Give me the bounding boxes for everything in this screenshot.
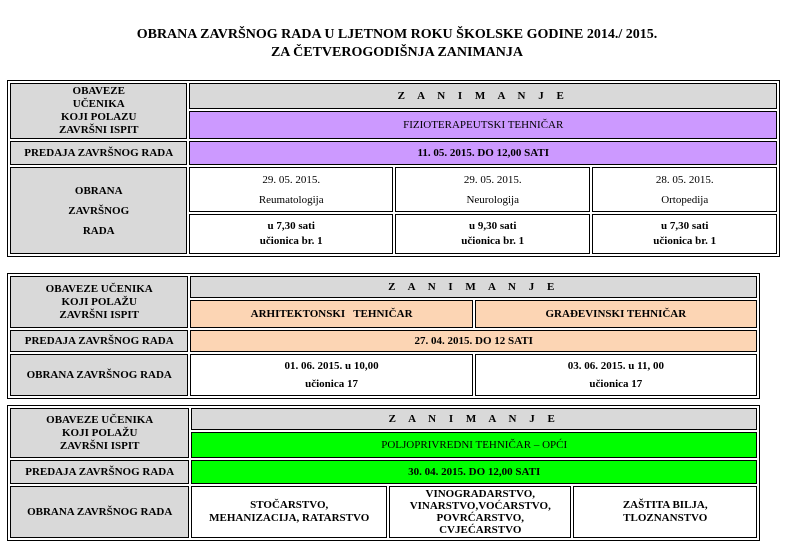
schedule-table-fizioterapeut bbox=[7, 80, 780, 257]
session-time-cell bbox=[592, 214, 777, 254]
session-line: ZAŠTITA BILJA, bbox=[622, 499, 708, 511]
session-time: u 7,30 sati bbox=[267, 220, 315, 232]
obrana-label: OBRANA ZAVRŠNOG RADA bbox=[10, 354, 188, 396]
predaja-date: 27. 04. 2015. DO 12 SATI bbox=[190, 330, 757, 352]
session-room: učionica br. 1 bbox=[461, 235, 525, 247]
session-date: 29. 05. 2015. bbox=[463, 173, 522, 186]
session-date-cell bbox=[395, 167, 591, 212]
session-cell bbox=[191, 486, 387, 538]
page-title: OBRANA ZAVRŠNOG RADA U LJETNOM ROKU ŠKOLSKE GODINE 2014./ 2015. bbox=[136, 27, 658, 42]
session-date: 03. 06. 2015. u 11, 00 bbox=[567, 360, 664, 372]
predaja-label: PREDAJA ZAVRŠNOG RADA bbox=[10, 460, 189, 484]
session-room: učionica br. 1 bbox=[653, 235, 717, 247]
session-time-cell bbox=[395, 214, 591, 254]
obveze-line: UČENIKA bbox=[72, 98, 125, 110]
page-subtitle: ZA ČETVEROGODIŠNJA ZANIMANJA bbox=[270, 45, 524, 60]
obveze-line: KOJI POLAŽU bbox=[61, 426, 138, 439]
obveze-line: OBAVEZE UČENIKA bbox=[45, 282, 153, 295]
session-room: učionica 17 bbox=[305, 378, 358, 390]
session-time: u 7,30 sati bbox=[661, 220, 709, 232]
obveze-ucenika-cell bbox=[10, 276, 188, 328]
obveze-line: ZAVRŠNI ISPIT bbox=[59, 439, 140, 452]
session-subject: Neurologija bbox=[466, 193, 519, 206]
session-line: TLOZNANSTVO bbox=[623, 512, 708, 524]
session-date: 01. 06. 2015. u 10,00 bbox=[284, 360, 379, 372]
schedule-table-arhitektonski bbox=[7, 273, 760, 399]
session-time-cell bbox=[189, 214, 393, 254]
schedule-table-poljoprivredni bbox=[7, 405, 760, 541]
session-time: u 9,30 sati bbox=[469, 220, 517, 232]
session-line: CVJEĆARSTVO bbox=[439, 524, 522, 536]
session-cell bbox=[389, 486, 571, 538]
zanimanje-name: POLJOPRIVREDNI TEHNIČAR – OPĆI bbox=[191, 432, 757, 458]
session-line: VINARSTVO,VOĆARSTVO, bbox=[409, 500, 551, 512]
obveze-line: OBAVEZE UČENIKA bbox=[46, 413, 154, 426]
obrana-line: RADA bbox=[82, 224, 115, 237]
session-cell bbox=[190, 354, 472, 396]
zanimanje-name: FIZIOTERAPEUTSKI TEHNIČAR bbox=[189, 111, 777, 139]
zanimanje-name: GRAĐEVINSKI TEHNIČAR bbox=[475, 300, 757, 328]
session-line: VINOGRADARSTVO, bbox=[425, 488, 535, 500]
predaja-date: 30. 04. 2015. DO 12,00 SATI bbox=[191, 460, 757, 484]
obveze-line: ZAVRŠNI ISPIT bbox=[59, 308, 139, 321]
predaja-label: PREDAJA ZAVRŠNOG RADA bbox=[10, 330, 188, 352]
session-date: 28. 05. 2015. bbox=[655, 173, 714, 186]
session-date-cell bbox=[592, 167, 777, 212]
session-cell bbox=[475, 354, 757, 396]
session-date: 29. 05. 2015. bbox=[262, 173, 321, 186]
obveze-line: KOJI POLAŽU bbox=[61, 295, 137, 308]
zanimanje-header: Z A N I M A N J E bbox=[189, 83, 777, 109]
session-room: učionica br. 1 bbox=[259, 235, 323, 247]
session-room: učionica 17 bbox=[589, 378, 643, 390]
session-cell bbox=[573, 486, 757, 538]
obveze-line: OBAVEZE bbox=[72, 85, 125, 97]
obveze-line: KOJI POLAZU bbox=[60, 111, 137, 123]
obveze-ucenika-cell bbox=[10, 408, 189, 458]
zanimanje-header: Z A N I M A N J E bbox=[190, 276, 757, 298]
session-subject: Ortopedija bbox=[661, 193, 709, 206]
obrana-line: OBRANA bbox=[74, 184, 123, 197]
zanimanje-header: Z A N I M A N J E bbox=[191, 408, 757, 430]
obrana-label bbox=[10, 167, 187, 254]
session-line: POVRĆARSTVO, bbox=[436, 512, 524, 524]
predaja-label: PREDAJA ZAVRŠNOG RADA bbox=[10, 141, 187, 165]
obrana-label: OBRANA ZAVRŠNOG RADA bbox=[10, 486, 189, 538]
session-date-cell bbox=[189, 167, 393, 212]
obveze-line: ZAVRŠNI ISPIT bbox=[58, 124, 139, 136]
obrana-line: ZAVRŠNOG bbox=[68, 204, 130, 217]
session-line: MEHANIZACIJA, RATARSTVO bbox=[209, 512, 370, 524]
zanimanje-name: ARHITEKTONSKI TEHNIČAR bbox=[190, 300, 472, 328]
obveze-ucenika-cell bbox=[10, 83, 187, 139]
session-subject: Reumatologija bbox=[258, 193, 324, 206]
predaja-date: 11. 05. 2015. DO 12,00 SATI bbox=[189, 141, 777, 165]
session-line: STOČARSTVO, bbox=[250, 499, 329, 511]
